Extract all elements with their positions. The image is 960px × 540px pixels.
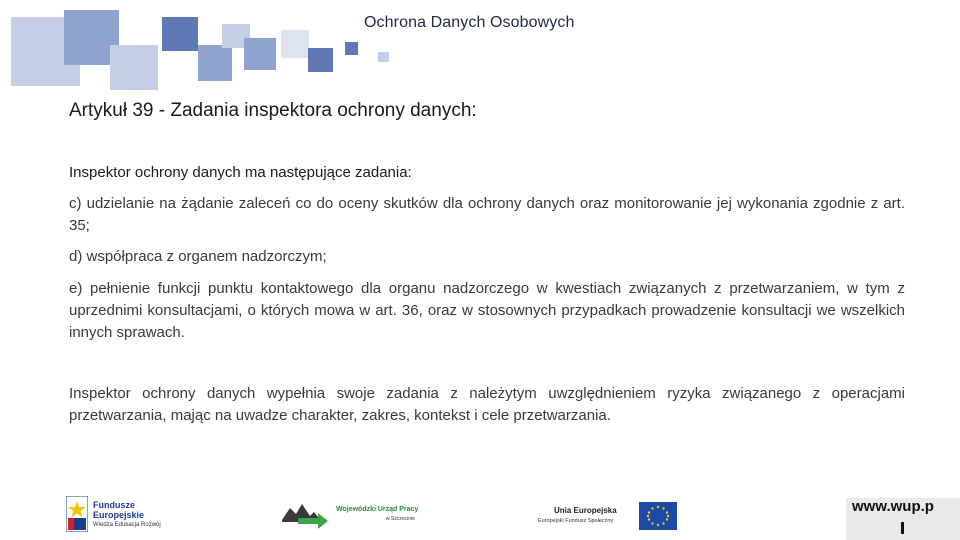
deco-square — [198, 45, 232, 81]
wup-arrow-icon — [280, 500, 330, 530]
closing-paragraph: Inspektor ochrony danych wypełnia swoje zadania z należytym uwzględnieniem ryzyka związanego z operacjami przetwarzania, mając na uwadze charakter, zakres, kontekst i cele przetwarzania. — [69, 385, 905, 424]
header-title: Ochrona Danych Osobowych — [364, 14, 575, 31]
ue-line2: Europejski Fundusz Społeczny — [538, 518, 614, 524]
wup-line1: Wojewódzki Urząd Pracy — [336, 506, 419, 513]
deco-square — [162, 17, 198, 51]
task-item-d: d) współpraca z organem nadzorczym; — [69, 248, 327, 265]
fe-line1: Fundusze — [93, 500, 135, 510]
footer-url[interactable] — [846, 498, 960, 540]
wup-logo — [280, 498, 430, 532]
fe-line3: Wiedza Edukacja Rozwój — [93, 522, 161, 528]
lead-text: Inspektor ochrony danych ma następujące zadania: — [69, 164, 412, 181]
eu-flag-icon — [639, 502, 677, 530]
slide-heading: Artykuł 39 - Zadania inspektora ochrony danych: — [69, 100, 477, 121]
deco-square — [345, 42, 358, 55]
deco-square — [244, 38, 276, 70]
task-item-e: e) pełnienie funkcji punktu kontaktowego dla organu nadzorczego w kwestiach związanych z przetwarzaniem, w tym z uprzednimi konsultacjami, o których mowa w art. 36, oraz w stosownych przypadkach prowadzenie konsultacji we wszelkich innych sprawach. — [69, 280, 905, 341]
fe-line2: Europejskie — [93, 510, 145, 520]
deco-square — [281, 30, 309, 58]
unia-europejska-logo — [536, 500, 678, 532]
task-item-c: c) udzielanie na żądanie zaleceń co do oceny skutków dla ochrony danych oraz monitorowanie jej wykonania zgodnie z art. 35; — [69, 195, 905, 234]
deco-square — [110, 45, 158, 90]
deco-square — [308, 48, 333, 72]
fundusze-europejskie-logo — [66, 494, 176, 534]
eu-funds-star-icon — [66, 496, 88, 532]
deco-square — [378, 52, 389, 62]
ue-line1: Unia Europejska — [554, 506, 617, 515]
wup-line2: w Szczecinie — [386, 516, 415, 522]
text-cursor — [901, 522, 904, 534]
footer-url-text[interactable]: www.wup.p — [852, 498, 934, 515]
